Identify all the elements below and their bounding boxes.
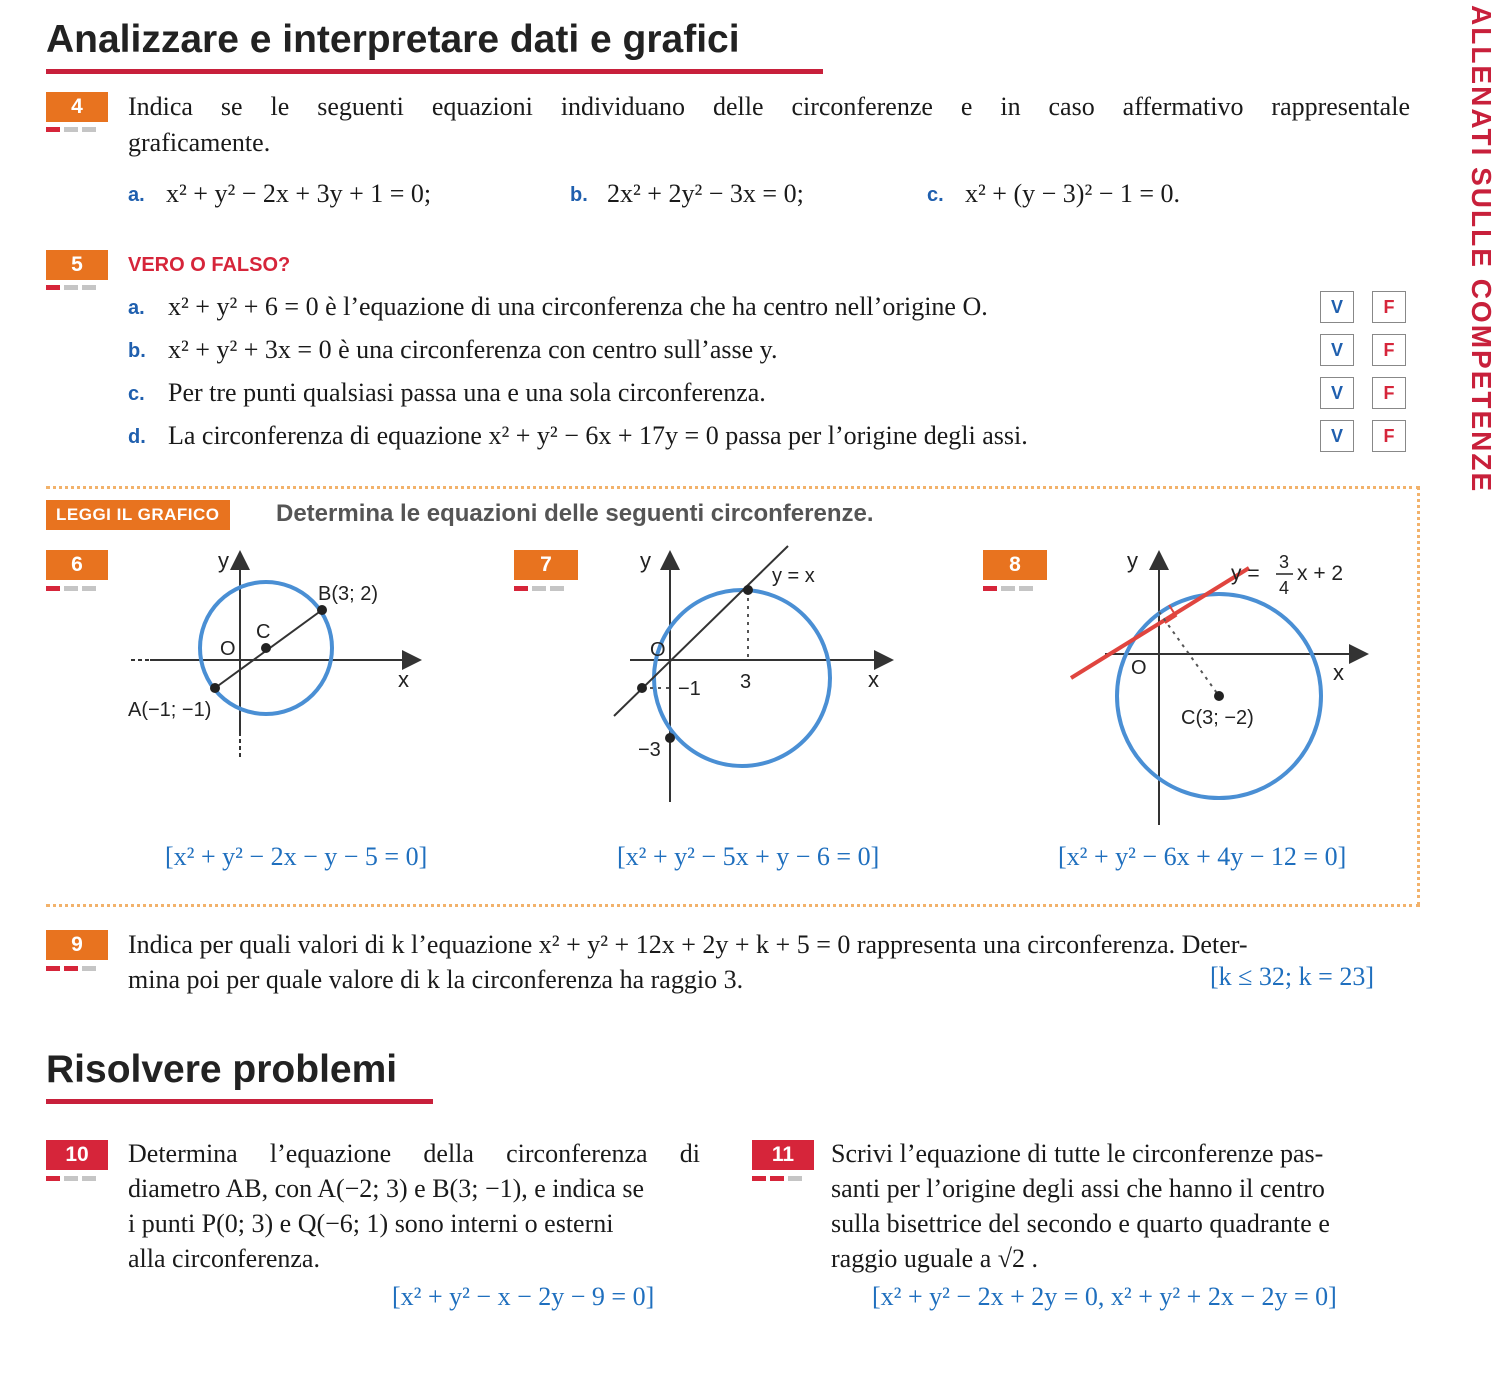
ex8-answer: [x² + y² − 6x + 4y − 12 = 0]	[1058, 842, 1347, 871]
difficulty-indicator	[46, 586, 96, 591]
section-title-rule	[46, 69, 823, 74]
ex5-c-statement: Per tre punti qualsiasi passa una e una sola circonferenza.	[168, 378, 766, 407]
ex5-b-label: b.	[128, 340, 146, 362]
section-title-analizzare: Analizzare e interpretare dati e grafici	[46, 18, 740, 61]
ex8-c-label: C(3; −2)	[1181, 707, 1254, 729]
difficulty-indicator	[46, 966, 96, 971]
ex5-d-label: d.	[128, 426, 146, 448]
ex10-text-line1: Determina l’equazione della circonferenza di	[128, 1139, 700, 1168]
ex6-point-a	[210, 683, 220, 693]
difficulty-indicator	[46, 127, 96, 132]
ex7-point-bottom	[665, 733, 675, 743]
exercise-number-9: 9	[46, 930, 108, 960]
exercise-number-5: 5	[46, 250, 108, 280]
graph-ex6	[120, 540, 440, 780]
ex8-point-c	[1214, 691, 1224, 701]
difficulty-indicator	[46, 285, 96, 290]
ex8-line-label-post: x + 2	[1297, 562, 1344, 585]
true-checkbox-a[interactable]: V	[1320, 291, 1354, 323]
ex11-text-line4: raggio uguale a √2 .	[831, 1244, 1039, 1273]
ex7-x-label: x	[868, 667, 879, 692]
ex7-line-label: y = x	[772, 565, 815, 587]
ex5-c-label: c.	[128, 383, 145, 405]
side-banner: ALLENATI SULLE COMPETENZE	[1466, 5, 1497, 494]
ex8-line-label-pre: y =	[1231, 562, 1260, 585]
ex4-text-line2: graficamente.	[128, 128, 271, 157]
ex7-y-label: y	[640, 548, 651, 573]
ex7-point-left	[637, 683, 647, 693]
ex8-y-label: y	[1127, 548, 1138, 573]
ex4-a-label: a.	[128, 184, 145, 206]
ex9-text-line1: Indica per quali valori di k l’equazione x² + y² + 12x + 2y + k + 5 = 0 rappresenta una circonferenza. Deter-	[128, 930, 1248, 959]
section-title-rule	[46, 1099, 433, 1104]
ex4-text-line1: Indica se le seguenti equazioni individuano delle circonferenze e in caso affermativo rappresentale	[128, 92, 1410, 121]
exercise-number-4: 4	[46, 92, 108, 122]
exercise-number-10: 10	[46, 1140, 108, 1170]
ex11-text-line2: santi per l’origine degli assi che hanno il centro	[831, 1174, 1325, 1203]
leggi-il-grafico-badge: LEGGI IL GRAFICO	[46, 500, 230, 530]
exercise-number-8: 8	[983, 550, 1047, 580]
ex6-point-c	[261, 643, 271, 653]
false-checkbox-d[interactable]: F	[1372, 420, 1406, 452]
graph-box-bottom-border	[46, 904, 1420, 907]
difficulty-indicator	[46, 1176, 96, 1181]
graph-ex7	[600, 540, 900, 810]
ex9-answer: [k ≤ 32; k = 23]	[1210, 962, 1374, 991]
ex4-c-equation: x² + (y − 3)² − 1 = 0.	[965, 179, 1181, 208]
exercise-number-11: 11	[752, 1140, 814, 1170]
ex4-b-label: b.	[570, 184, 588, 206]
section-title-risolvere: Risolvere problemi	[46, 1048, 398, 1091]
ex10-answer: [x² + y² − x − 2y − 9 = 0]	[392, 1282, 655, 1311]
false-checkbox-b[interactable]: F	[1372, 334, 1406, 366]
difficulty-indicator	[983, 586, 1033, 591]
ex8-origin-label: O	[1131, 657, 1147, 679]
ex10-text-line3: i punti P(0; 3) e Q(−6; 1) sono interni o esterni	[128, 1209, 614, 1238]
ex6-x-label: x	[398, 667, 409, 692]
ex8-frac-den: 4	[1279, 578, 1290, 598]
ex5-b-statement: x² + y² + 3x = 0 è una circonferenza con centro sull’asse y.	[168, 335, 778, 364]
ex6-point-b	[317, 605, 327, 615]
ex11-text-line1: Scrivi l’equazione di tutte le circonferenze pas-	[831, 1139, 1324, 1168]
leggi-instruction: Determina le equazioni delle seguenti circonferenze.	[276, 500, 874, 527]
ex6-b-label: B(3; 2)	[318, 583, 379, 605]
exercise-number-7: 7	[514, 550, 578, 580]
ex7-three-label: 3	[740, 671, 752, 693]
ex5-a-label: a.	[128, 297, 145, 319]
ex7-minus1-label: −1	[678, 678, 701, 700]
graph-ex8	[1065, 540, 1385, 830]
ex10-text-line4: alla circonferenza.	[128, 1244, 320, 1273]
exercise-number-6: 6	[46, 550, 108, 580]
false-checkbox-a[interactable]: F	[1372, 291, 1406, 323]
ex8-x-label: x	[1333, 660, 1344, 685]
ex7-minus3-label: −3	[638, 739, 661, 761]
ex6-answer: [x² + y² − 2x − y − 5 = 0]	[165, 842, 428, 871]
ex5-a-statement: x² + y² + 6 = 0 è l’equazione di una circonferenza che ha centro nell’origine O.	[168, 292, 988, 321]
false-checkbox-c[interactable]: F	[1372, 377, 1406, 409]
ex4-b-equation: 2x² + 2y² − 3x = 0;	[607, 179, 804, 208]
ex6-c-label: C	[256, 621, 271, 643]
ex7-answer: [x² + y² − 5x + y − 6 = 0]	[617, 842, 880, 871]
graph-box-right-border	[1417, 486, 1420, 906]
ex5-title: VERO O FALSO?	[128, 254, 291, 276]
graph-box-top-border	[46, 486, 1420, 489]
difficulty-indicator	[514, 586, 564, 591]
ex11-answer: [x² + y² − 2x + 2y = 0, x² + y² + 2x − 2y = 0]	[872, 1282, 1337, 1311]
ex10-text-line2: diametro AB, con A(−2; 3) e B(3; −1), e indica se	[128, 1174, 644, 1203]
ex5-d-statement: La circonferenza di equazione x² + y² − 6x + 17y = 0 passa per l’origine degli assi.	[168, 421, 1028, 450]
ex8-frac-num: 3	[1279, 552, 1290, 572]
ex4-a-equation: x² + y² − 2x + 3y + 1 = 0;	[166, 179, 432, 208]
difficulty-indicator	[752, 1176, 802, 1181]
ex7-point-top	[743, 585, 753, 595]
ex6-a-label: A(−1; −1)	[128, 699, 212, 721]
true-checkbox-d[interactable]: V	[1320, 420, 1354, 452]
ex6-y-label: y	[218, 548, 229, 573]
true-checkbox-c[interactable]: V	[1320, 377, 1354, 409]
ex11-text-line3: sulla bisettrice del secondo e quarto quadrante e	[831, 1209, 1330, 1238]
ex9-text-line2: mina poi per quale valore di k la circonferenza ha raggio 3.	[128, 965, 744, 994]
ex6-origin-label: O	[220, 638, 236, 660]
true-checkbox-b[interactable]: V	[1320, 334, 1354, 366]
ex7-origin-label: O	[650, 639, 666, 661]
ex4-c-label: c.	[927, 184, 944, 206]
